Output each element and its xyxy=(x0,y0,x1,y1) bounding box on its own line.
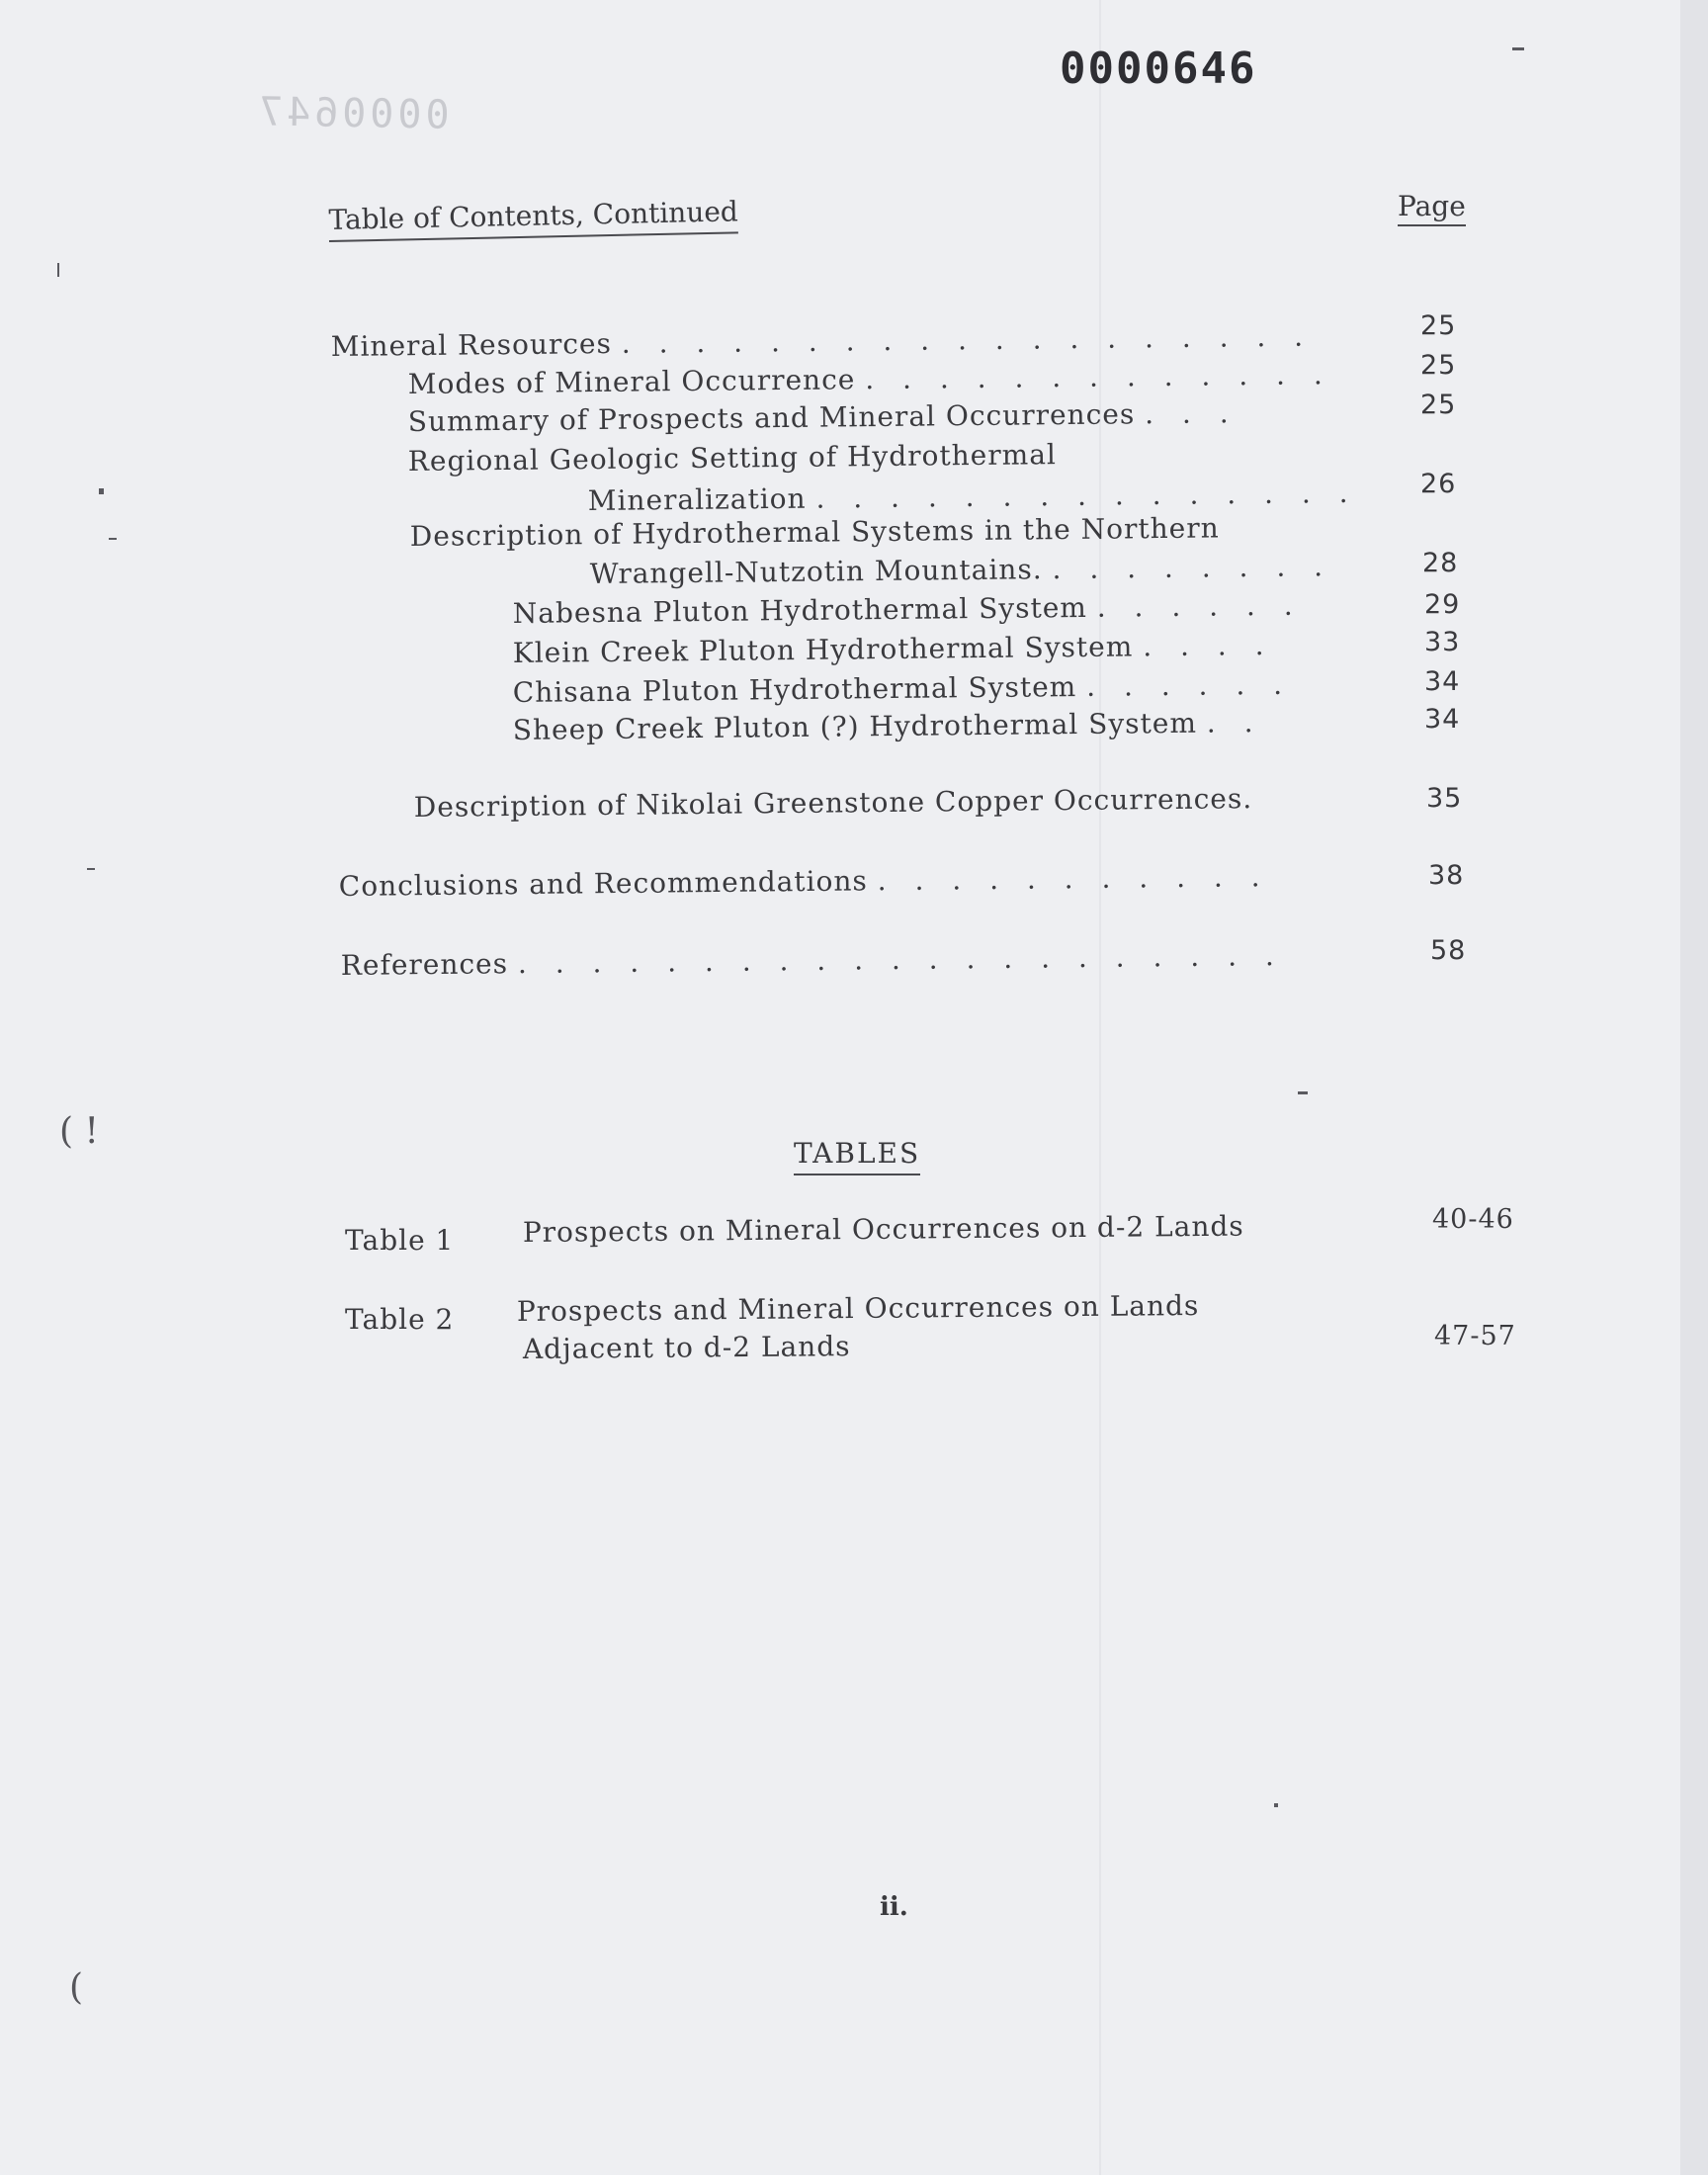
scan-speck xyxy=(1274,1803,1278,1807)
toc-entry-title: Chisana Pluton Hydrothermal System xyxy=(512,670,1077,709)
table-2-description-line1: Prospects and Mineral Occurrences on Lands xyxy=(516,1288,1200,1328)
toc-entry-title: Summary of Prospects and Mineral Occurrences xyxy=(407,397,1136,438)
toc-entry-regional-line2 xyxy=(588,477,1358,517)
toc-page-number: 25 xyxy=(1420,390,1457,420)
page-column-heading: Page xyxy=(1398,190,1466,226)
toc-entry-title: Wrangell-Nutzotin Mountains. xyxy=(589,553,1043,590)
toc-page-number: 38 xyxy=(1428,860,1465,891)
dot-leader: . . . . . . . . . . . . . . . . . . . xyxy=(621,319,1314,360)
dot-leader: . . . . . . . . . . . . . . . . . . . . . xyxy=(517,939,1284,981)
toc-page-number: 58 xyxy=(1430,935,1467,966)
dot-leader: . . . . . . . . . . . . . xyxy=(865,358,1332,396)
scan-speck xyxy=(57,263,59,277)
toc-entry-title: Conclusions and Recommendations xyxy=(338,864,868,903)
toc-entries xyxy=(0,0,1680,1088)
dot-leader: . . . xyxy=(1144,396,1238,431)
table-2-description-line2: Adjacent to d-2 Lands xyxy=(522,1330,851,1365)
toc-entry-nabesna xyxy=(513,589,1303,630)
table-2-label: Table 2 xyxy=(345,1303,455,1336)
table-1-label: Table 1 xyxy=(345,1224,455,1257)
dot-leader: . . . . . . . . . . . . . . . xyxy=(815,476,1358,515)
toc-entry-summary xyxy=(408,396,1238,438)
dot-leader: . . . . . . . . . . . xyxy=(877,860,1270,898)
tables-heading: TABLES xyxy=(794,1137,920,1175)
toc-entry-references xyxy=(341,939,1284,982)
toc-entry-description-line2 xyxy=(590,550,1333,590)
toc-page-number: 35 xyxy=(1426,783,1463,814)
toc-page-number: 34 xyxy=(1424,666,1461,697)
toc-page-number: 26 xyxy=(1420,469,1457,499)
toc-entry-sheep-creek xyxy=(513,706,1263,746)
toc-heading: Table of Contents, Continued xyxy=(328,195,738,242)
page-number: ii. xyxy=(880,1892,908,1922)
toc-page-number: 28 xyxy=(1422,548,1459,578)
scan-speck xyxy=(1512,47,1524,50)
toc-entry-regional-line1: Regional Geologic Setting of Hydrothermal xyxy=(407,438,1058,478)
toc-entry-title: Mineralization xyxy=(587,481,807,517)
document-number: 0000646 xyxy=(1060,44,1257,94)
toc-entry-title: Nabesna Pluton Hydrothermal System xyxy=(512,590,1088,630)
toc-page-number: 25 xyxy=(1420,350,1457,381)
scan-speck xyxy=(99,488,104,494)
table-1-description: Prospects on Mineral Occurrences on d-2 Lands xyxy=(522,1209,1244,1249)
toc-page-number: 34 xyxy=(1424,704,1461,735)
scan-speck xyxy=(109,538,117,540)
table-2-pages: 47-57 xyxy=(1434,1321,1516,1351)
dot-leader: . . . . xyxy=(1143,628,1274,663)
toc-entry-title: Klein Creek Pluton Hydrothermal System xyxy=(512,630,1134,669)
scan-speck xyxy=(1298,1091,1308,1094)
dot-leader: . . . . . . . . xyxy=(1052,550,1333,586)
toc-entry-modes xyxy=(408,358,1332,400)
dot-leader: . . . . . . xyxy=(1085,667,1293,703)
toc-entry-title: Modes of Mineral Occurrence xyxy=(407,363,856,400)
dot-leader: . . . . . . xyxy=(1096,588,1303,624)
toc-entry-title: Mineral Resources xyxy=(330,327,613,363)
page-edge xyxy=(1680,0,1708,2175)
dot-leader: . . xyxy=(1206,706,1263,740)
table-1-pages: 40-46 xyxy=(1432,1204,1514,1235)
toc-entry-mineral-resources xyxy=(331,320,1314,363)
scan-speck xyxy=(87,868,95,870)
scan-mark: ( ! xyxy=(59,1111,99,1152)
bleed-through-stamp: 0000647 xyxy=(254,89,450,138)
toc-entry-chisana xyxy=(513,668,1293,709)
toc-page-number: 33 xyxy=(1424,627,1461,657)
toc-entry-description-line1: Description of Hydrothermal Systems in the Northern xyxy=(409,511,1220,553)
toc-entry-klein xyxy=(513,629,1274,669)
toc-entry-nikolai: Description of Nikolai Greenstone Copper Occurrences. xyxy=(413,782,1253,824)
toc-page-number: 25 xyxy=(1420,310,1457,341)
toc-entry-title: Sheep Creek Pluton (?) Hydrothermal System xyxy=(512,706,1198,746)
toc-entry-title: References xyxy=(340,947,509,982)
toc-page-number: 29 xyxy=(1424,589,1461,620)
toc-entry-conclusions xyxy=(339,860,1270,903)
scan-mark: ( xyxy=(69,1967,84,2008)
